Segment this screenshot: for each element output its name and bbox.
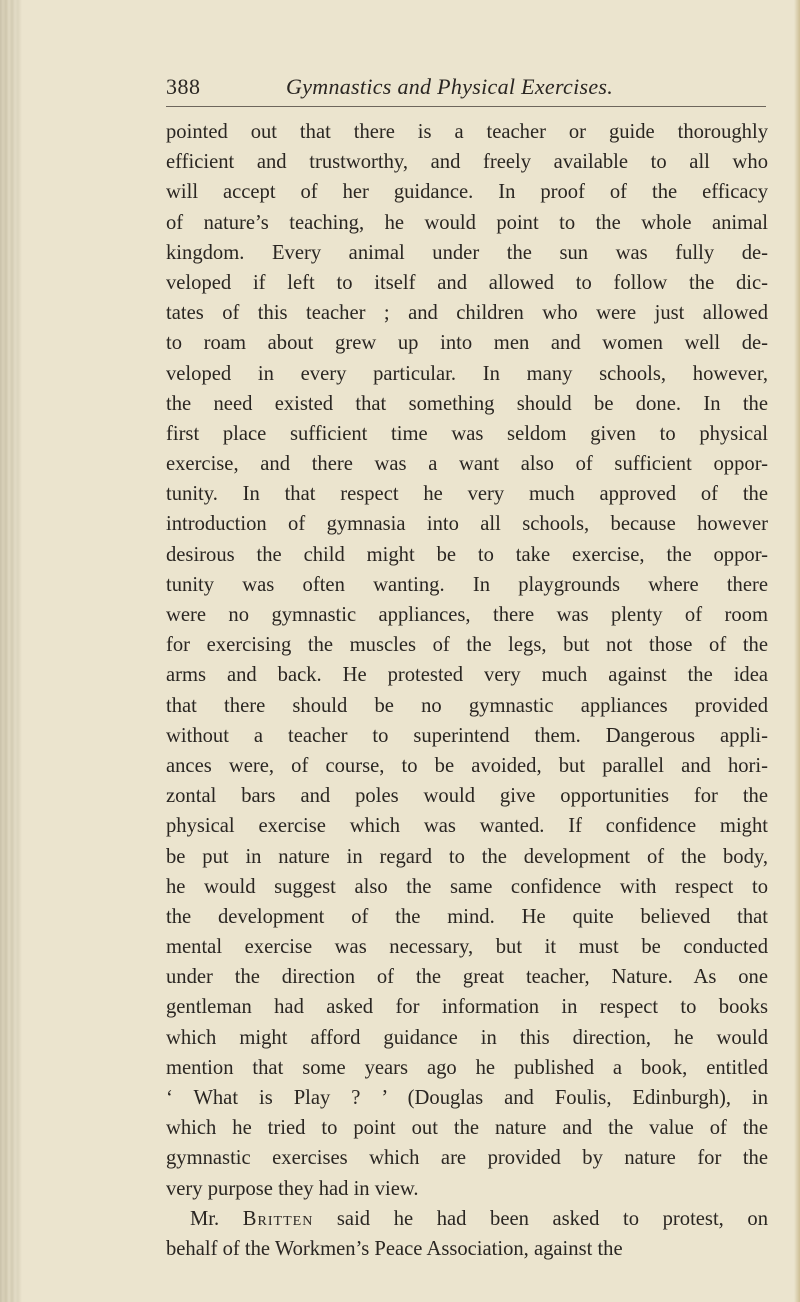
paragraph-main (166, 117, 768, 1204)
text-line (166, 1204, 768, 1234)
text-line: exercise, and there was a want also of sufficient oppor- (166, 453, 768, 476)
text-line: without a teacher to superintend them. Dangerous appli- (166, 724, 768, 747)
text-line: desirous the child might be to take exercise, the oppor- (166, 543, 768, 566)
page-binding-edge (0, 0, 22, 1302)
text-line: mention that some years ago he published a book, entitled (166, 1056, 768, 1079)
text-line: kingdom. Every animal under the sun was fully de- (166, 241, 768, 264)
paragraph-britten (166, 1204, 768, 1264)
text-line: ‘ What is Play ? ’ (Douglas and Foulis, Edinburgh), in (166, 1087, 768, 1109)
text-line: gymnastic exercises which are provided by nature for the (166, 1147, 768, 1170)
text-line: efficient and trustworthy, and freely available to all who (166, 151, 768, 174)
body-text (166, 117, 768, 1264)
text-line: of nature’s teaching, he would point to the whole animal (166, 211, 768, 234)
text-line: that there should be no gymnastic appliances provided (166, 694, 768, 717)
text-line: mental exercise was necessary, but it must be conducted (166, 936, 768, 959)
text-line: for exercising the muscles of the legs, but not those of the (166, 634, 768, 657)
text-line: tunity was often wanting. In playgrounds where there (166, 573, 768, 596)
text-line: gentleman had asked for information in respect to books (166, 996, 768, 1019)
page-number: 388 (166, 74, 201, 99)
text-line: very purpose they had in view. (166, 1177, 419, 1200)
speaker-prefix: Mr. (190, 1207, 220, 1230)
text-line: tunity. In that respect he very much approved of the (166, 483, 768, 506)
text-line: zontal bars and poles would give opportunities for the (166, 785, 768, 808)
text-line: veloped if left to itself and allowed to follow the dic- (166, 271, 768, 294)
text-line: which might afford guidance in this direction, he would (166, 1026, 768, 1049)
text-line: pointed out that there is a teacher or guide thoroughly (166, 121, 768, 143)
text-line: arms and back. He protested very much against the idea (166, 664, 768, 687)
text-line: he would suggest also the same confidence with respect to (166, 875, 768, 898)
running-head: Gymnastics and Physical Exercises. (286, 74, 614, 99)
text-line: be put in nature in regard to the development of the body, (166, 845, 768, 868)
text-line: will accept of her guidance. In proof of the efficacy (166, 181, 768, 204)
text-line: under the direction of the great teacher, Nature. As one (166, 966, 768, 989)
text-line: were no gymnastic appliances, there was plenty of room (166, 604, 768, 626)
text-line: the development of the mind. He quite believed that (166, 905, 768, 928)
text-line: ances were, of course, to be avoided, but parallel and hori- (166, 754, 768, 777)
text-line: which he tried to point out the nature and the value of the (166, 1117, 768, 1140)
header-rule (166, 106, 766, 107)
text-line: veloped in every particular. In many schools, however, (166, 362, 768, 385)
text-line: introduction of gymnasia into all schools, because however (166, 513, 768, 536)
text-line: physical exercise which was wanted. If confidence might (166, 815, 768, 838)
text-line: first place sufficient time was seldom given to physical (166, 422, 768, 445)
page-header (166, 74, 768, 106)
speaker-name: Britten (242, 1207, 314, 1230)
text-line: behalf of the Workmen’s Peace Association, against the (166, 1237, 623, 1260)
text-line: tates of this teacher ; and children who were just allowed (166, 302, 768, 325)
text-line: the need existed that something should be done. In the (166, 392, 768, 415)
text-line-rest: said he had been asked to protest, on (336, 1207, 769, 1230)
page-right-edge (794, 0, 800, 1302)
text-line: to roam about grew up into men and women well de- (166, 332, 768, 355)
